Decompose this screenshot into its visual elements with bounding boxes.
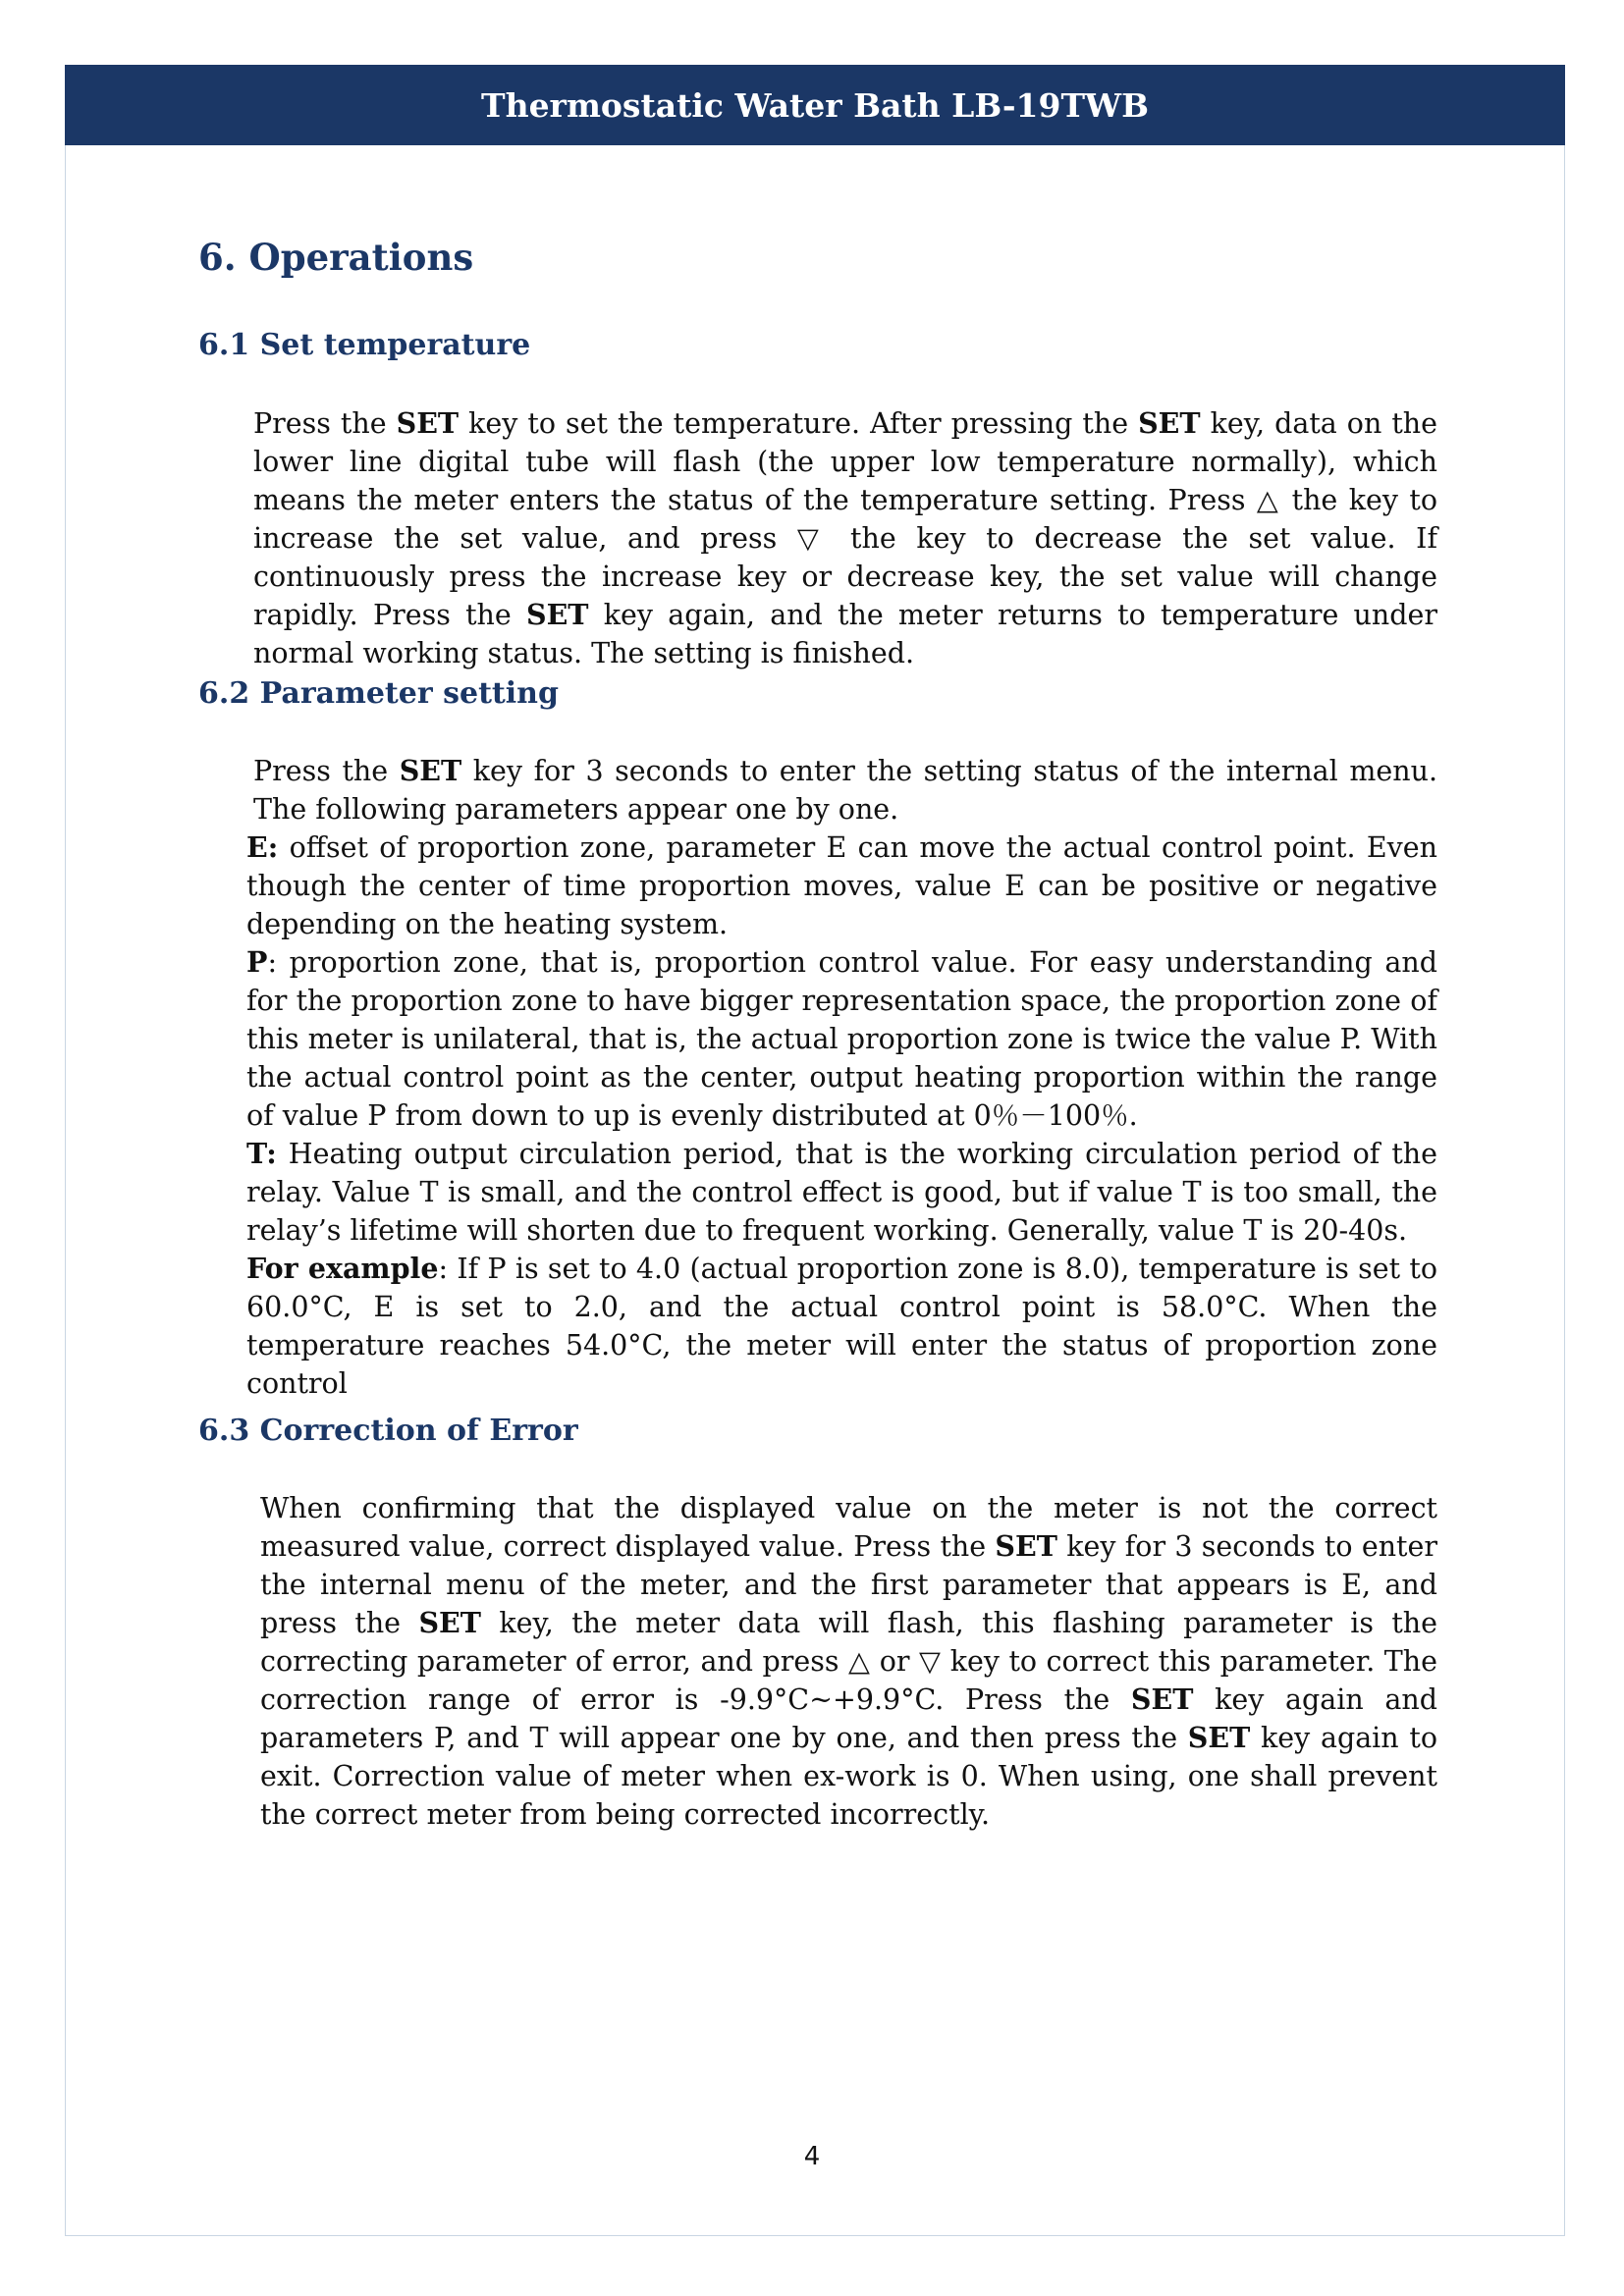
text-run: Press the: [253, 755, 400, 787]
param-t: [246, 1135, 1437, 1250]
text-run: key for 3 seconds to enter the internal menu of the meter, and the first parameter that appears is E, and press the: [260, 1530, 1438, 1639]
example: [246, 1250, 1437, 1403]
text-run: key, data on the lower line digital tube will flash (the upper low temperature normally), which means the meter enters the status of the temperature setting. Press △ the key to increase the set value, and press ▽ the key to decrease the set value. If continuously press the increase key or decrease key, the set value will change rapidly. Press the: [253, 407, 1438, 631]
paragraph-parameter-intro: [253, 752, 1437, 828]
param-t-text: Heating output circulation period, that is the working circulation period of the relay. Value T is small, and the control effect is good, but if value T is too small, the relay’s lifetime will shorten due to frequent working. Generally, value T is 20-40s.: [246, 1138, 1437, 1247]
text-run: When confirming that the displayed value on the meter is not the correct measured value, correct displayed value. Press the: [260, 1492, 1437, 1563]
section-title: 6. Operations: [198, 236, 474, 279]
text-run: key for 3 seconds to enter the setting status of the internal menu. The following parameters appear one by one.: [253, 755, 1437, 826]
param-t-label: T:: [246, 1137, 277, 1170]
subsection-title-6-1: 6.1 Set temperature: [198, 328, 531, 362]
param-p-text: : proportion zone, that is, proportion control value. For easy understanding and for the proportion zone to have bigger representation space, the proportion zone of this meter is unilateral, that is, the actual proportion zone is twice the value P. With the actual control point as the center, output heating proportion within the range of value P from down to up is evenly distributed at 0％－100％.: [246, 946, 1437, 1132]
paragraph-set-temperature: [253, 404, 1437, 672]
page-number: 4: [803, 2142, 821, 2171]
parameter-definitions: [246, 828, 1437, 1403]
set-key-label: SET: [1187, 1721, 1251, 1754]
text-run: Press the: [253, 407, 397, 440]
set-key-label: SET: [399, 754, 462, 787]
set-key-label: SET: [1130, 1682, 1194, 1716]
text-run: key, the meter data will flash, this flashing parameter is the correcting parameter of error, and press △ or ▽ key to correct this parameter. The correction range of error is -9.9°C~+9.9°C. Press the: [260, 1607, 1437, 1716]
param-p: [246, 943, 1437, 1135]
set-key-label: SET: [396, 406, 460, 440]
text-run: key again and parameters P, and T will appear one by one, and then press the: [260, 1683, 1437, 1754]
subsection-title-6-2: 6.2 Parameter setting: [198, 676, 559, 711]
param-e: [246, 828, 1437, 943]
text-run: key again to exit. Correction value of meter when ex-work is 0. When using, one shall prevent the correct meter from being corrected incorrectly.: [260, 1722, 1437, 1831]
set-key-label: SET: [1138, 406, 1201, 440]
set-key-label: SET: [418, 1606, 481, 1639]
paragraph-correction-of-error: [260, 1489, 1437, 1834]
text-run: key again, and the meter returns to temperature under normal working status. The setting is finished.: [253, 599, 1438, 669]
param-e-text: offset of proportion zone, parameter E can move the actual control point. Even though the center of time proportion moves, value E can be positive or negative depending on the heating system.: [246, 831, 1437, 940]
text-run: key to set the temperature. After pressing the: [459, 407, 1139, 440]
header-title: Thermostatic Water Bath LB-19TWB: [481, 85, 1149, 125]
param-p-label: P: [246, 945, 268, 979]
set-key-label: SET: [526, 598, 589, 631]
example-text: : If P is set to 4.0 (actual proportion zone is 8.0), temperature is set to 60.0°C, E is set to 2.0, and the actual control point is 58.0°C. When the temperature reaches 54.0°C, the meter will enter the status of proportion zone control: [246, 1253, 1437, 1400]
example-label: For example: [246, 1252, 439, 1285]
set-key-label: SET: [995, 1529, 1057, 1563]
param-e-label: E:: [246, 830, 279, 864]
header-banner: [65, 65, 1565, 145]
subsection-title-6-3: 6.3 Correction of Error: [198, 1414, 578, 1448]
